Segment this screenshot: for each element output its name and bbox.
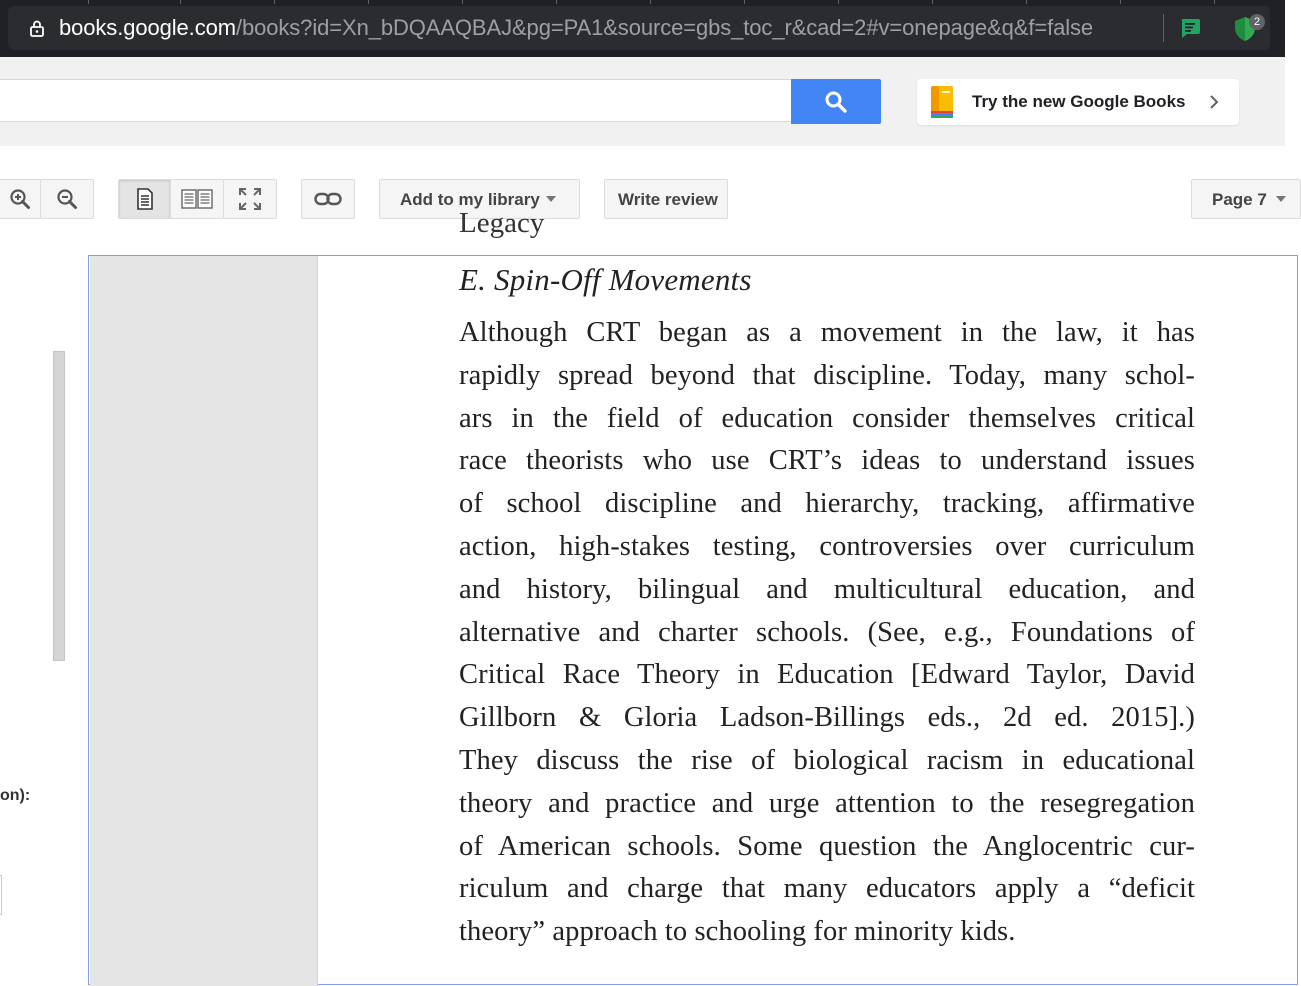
green-extension-icon[interactable] [1178,16,1202,40]
fullscreen-button[interactable] [223,179,277,219]
text-line: They discuss the rise of biological racism in educational [459,744,1195,776]
book-page [459,207,1195,954]
try-new-google-books-button[interactable] [917,79,1239,125]
zoom-out-icon [56,188,78,210]
viewer-gutter [90,256,318,986]
text-line: rapidly spread beyond that discipline. Today, many schol- [459,359,1195,391]
zoom-in-button[interactable] [0,179,41,219]
text-line: ars in the field of education consider themselves critical [459,402,1195,434]
search-icon [824,90,848,114]
google-books-logo-icon [928,85,956,124]
text-line: and history, bilingual and multicultural education, and [459,573,1195,605]
sidebar-partial-label: on): [0,787,31,804]
text-line: theory and practice and urge attention to the resegregation [459,787,1195,819]
text-line: race theorists who use CRT’s ideas to understand issues [459,445,1195,477]
browser-top-bar [0,0,1285,57]
text-line: alternative and charter schools. (See, e.g., Foundations of [459,616,1195,648]
address-bar[interactable] [8,6,1270,50]
text-line: of school discipline and hierarchy, tracking, affirmative [459,488,1195,520]
link-button[interactable] [301,179,355,219]
extension-badge: 2 [1249,14,1265,30]
text-line: Critical Race Theory in Education [Edward Taylor, David [459,659,1195,691]
left-sidebar [0,254,89,973]
sidebar-partial-box[interactable] [0,875,2,915]
sidebar-scrollbar[interactable] [53,351,65,661]
url-text[interactable] [59,16,1093,40]
two-page-view-button[interactable] [170,179,224,219]
page-selector-dropdown[interactable] [1191,179,1301,219]
url-path: /books?id=Xn_bDQAAQBAJ&pg=PA1&source=gbs_toc_r&cad=2#v=onepage&q&f=false [235,15,1094,40]
books-header [0,57,1285,146]
single-page-view-icon [136,188,154,210]
book-viewer[interactable] [88,207,1298,985]
page-selector-label: Page 7 [1212,190,1267,209]
section-heading: E. Spin-Off Movements [459,262,752,297]
url-host: books.google.com [59,15,236,40]
search-button[interactable] [791,79,881,124]
two-page-view-icon [181,188,213,210]
omnibox-divider [1163,14,1164,42]
write-review-label: Write review [618,190,718,209]
zoom-in-icon [9,188,31,210]
page-caret-down-icon [1276,196,1286,202]
add-to-library-label: Add to my library [400,190,540,209]
fullscreen-icon [238,187,262,211]
caret-down-icon [546,196,556,202]
previous-line-fragment [459,208,1195,238]
zoom-out-button[interactable] [40,179,94,219]
link-icon [314,191,342,207]
chevron-right-icon [1209,95,1219,114]
text-line: Although CRT began as a movement in the law, it has [459,317,1195,348]
body-text [459,312,1195,954]
tab-strip [0,0,1285,4]
text-line: theory” approach to schooling for minority kids. [459,916,1016,948]
lock-icon[interactable] [28,19,46,37]
search-input[interactable] [0,79,791,122]
text-line: Gillborn & Gloria Ladson-Billings eds., 2d ed. 2015].) [459,702,1195,734]
single-page-view-button[interactable] [118,179,171,219]
text-line: riculum and charge that many educators apply a “deficit [459,873,1195,905]
previous-line-text: Legacy [459,207,545,239]
try-new-label: Try the new Google Books [972,92,1186,111]
text-line: of American schools. Some question the Anglocentric cur- [459,830,1195,862]
text-line: action, high-stakes testing, controversies over curriculum [459,530,1195,562]
